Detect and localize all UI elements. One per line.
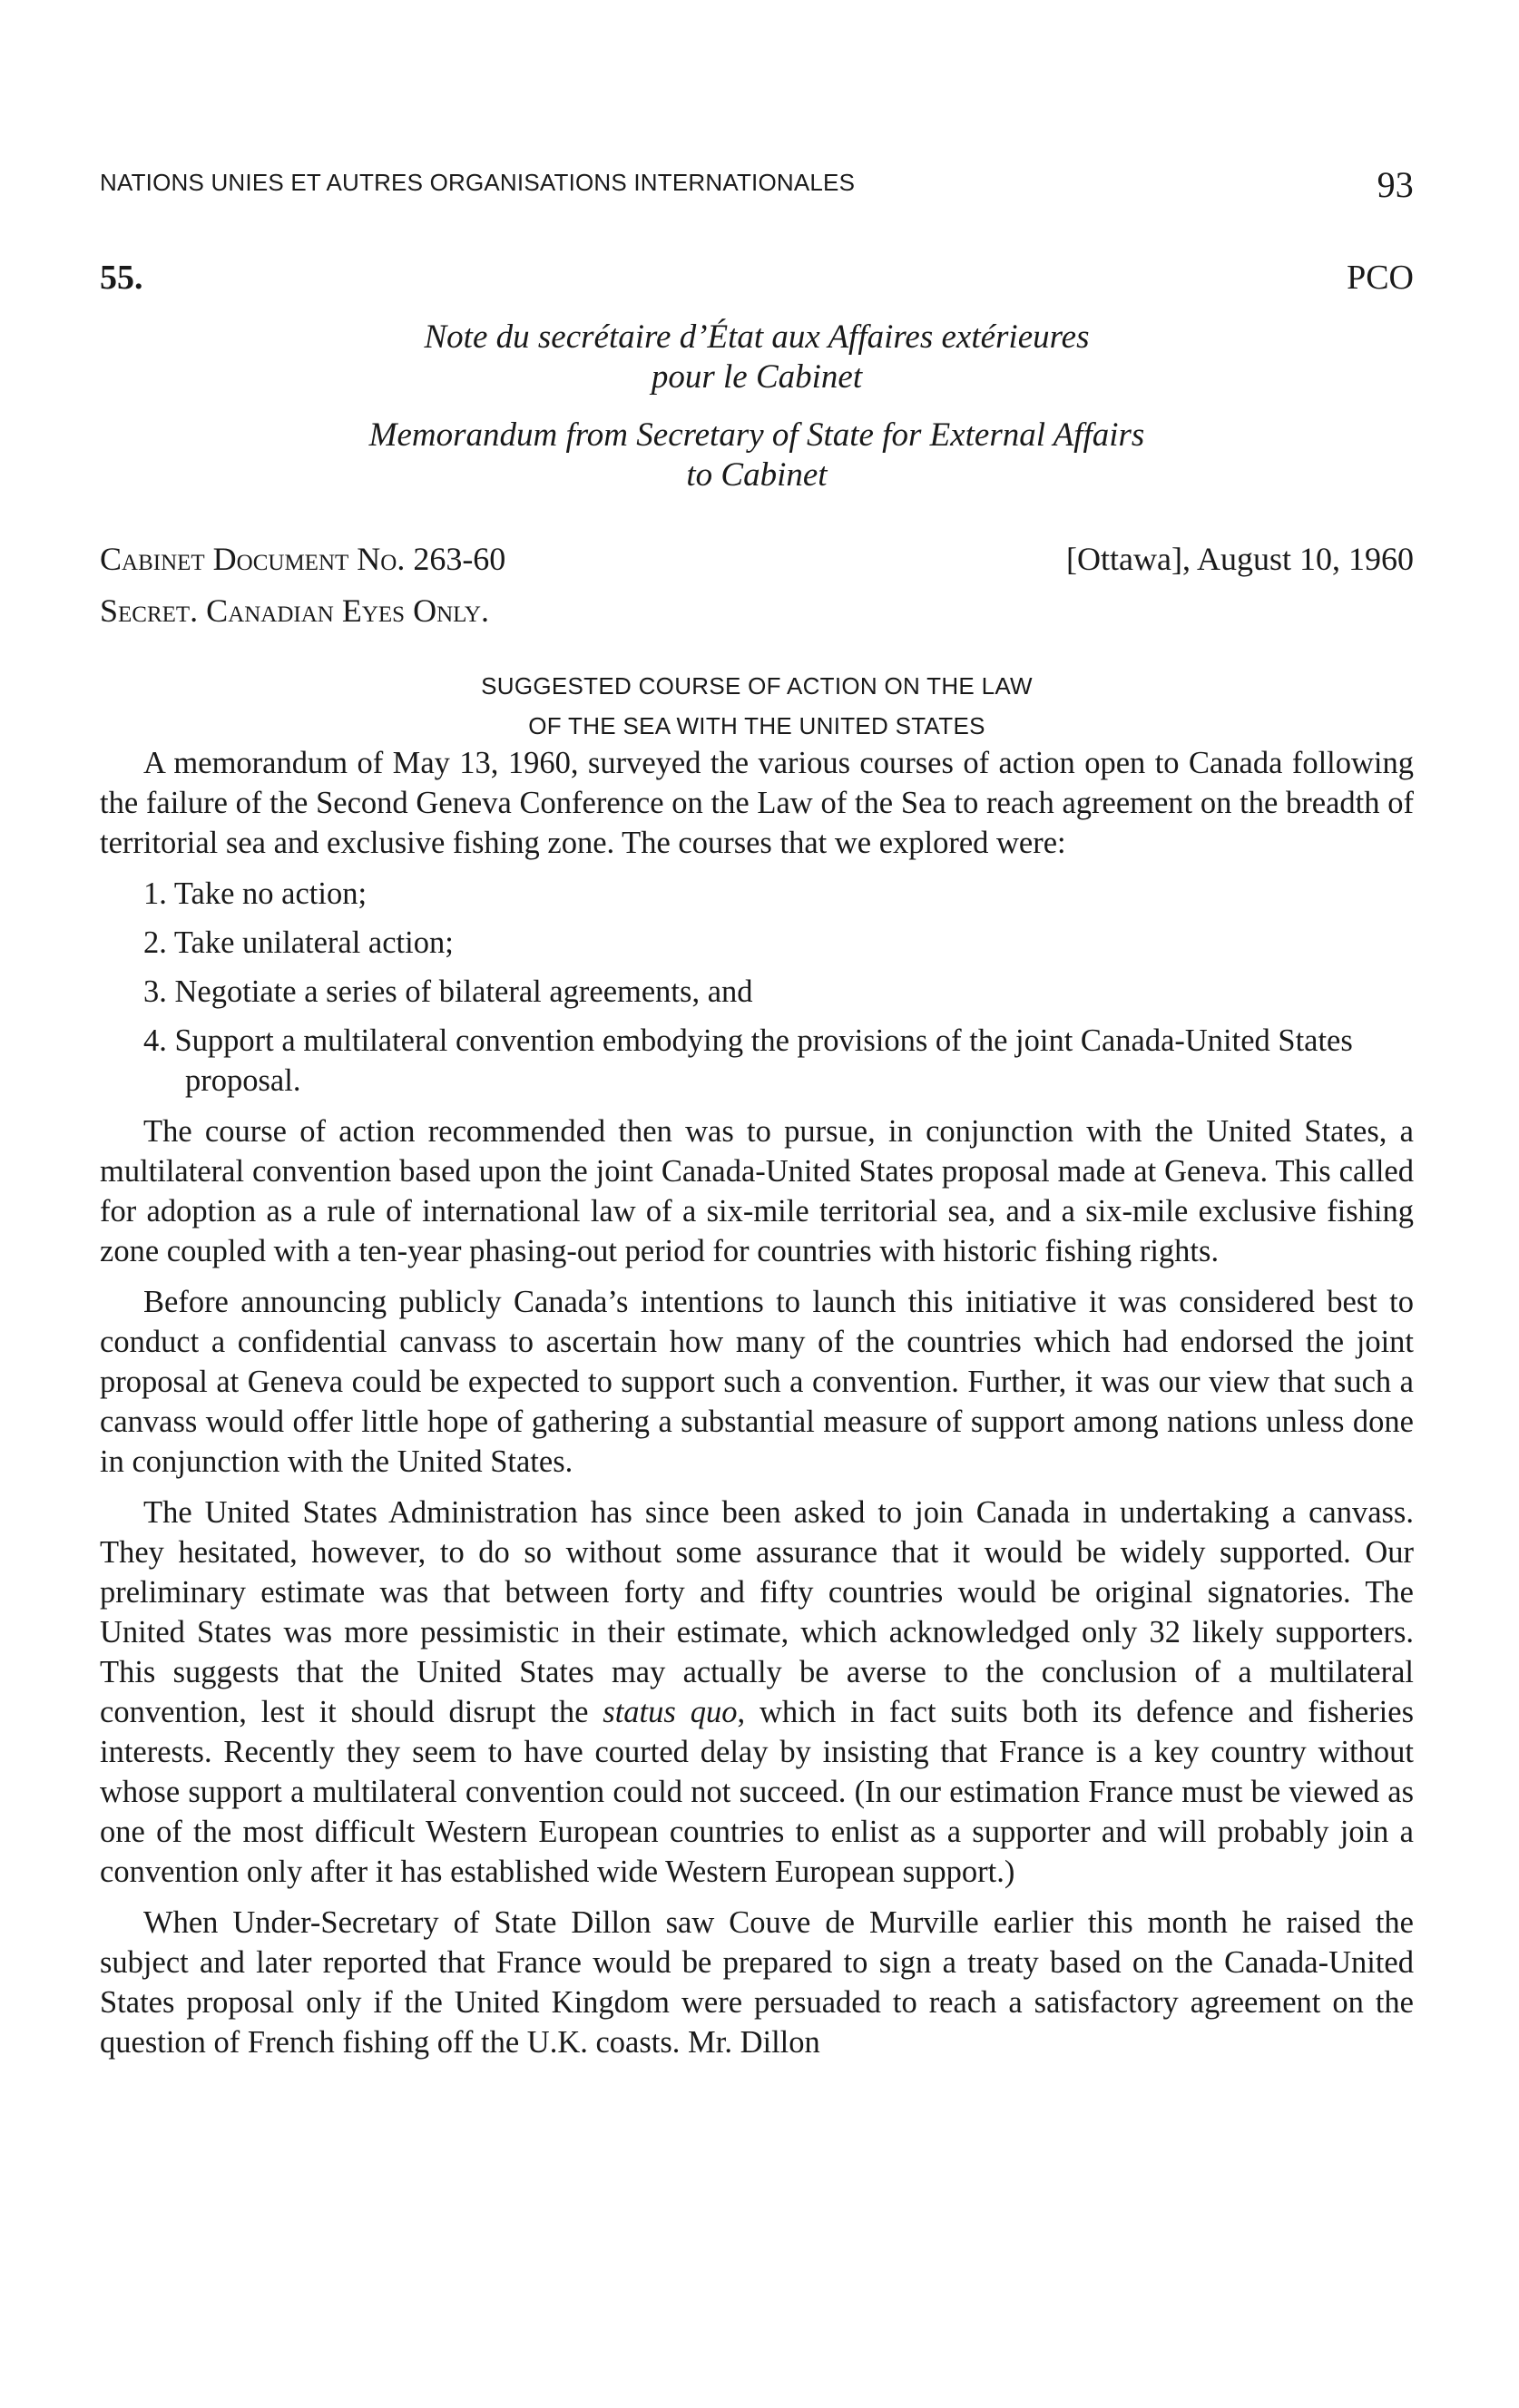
list-item: 2. Take unilateral action;	[143, 925, 454, 960]
paragraph-2: The course of action recommended then was to pursue, in conjunction with the United States, a multilateral convention based upon the joint Canada-United States proposal made at Geneva. This called for adoption as a rule of international law of a six-mile territorial sea, and a six-mile exclusive fishing zone coupled with a ten-year phasing-out period for countries with historic fishing rights.	[100, 1114, 1414, 1268]
subject-heading	[100, 666, 1414, 746]
courses-list	[100, 874, 1414, 1101]
list-item: 4. Support a multilateral convention embodying the provisions of the joint Canada-United States proposal.	[143, 1023, 1353, 1098]
paragraph-4	[100, 1493, 1414, 1892]
paragraph-4-part-2: , which in fact suits both its defence and fisheries interests. Recently they seem to have courted delay by insisting that France is a key country without whose support a multilateral convention could not succeed. (In our estimation France must be viewed as one of the most difficult Western European countries to enlist as a supporter and will probably join a convention only after it has established wide Western European support.)	[100, 1695, 1414, 1889]
running-head-text: NATIONS UNIES ET AUTRES ORGANISATIONS INTERNATIONALES	[100, 169, 856, 196]
body-text	[100, 743, 1414, 2073]
title-french-line-2: pour le Cabinet	[651, 358, 863, 396]
title-english	[100, 416, 1414, 495]
status-quo-phrase: status quo	[603, 1695, 738, 1729]
document-source: PCO	[1347, 259, 1414, 297]
list-item: 3. Negotiate a series of bilateral agreements, and	[143, 974, 753, 1009]
subject-line-1: SUGGESTED COURSE OF ACTION ON THE LAW	[481, 672, 1033, 700]
document-title	[100, 318, 1414, 495]
title-french-line-1: Note du secrétaire d’État aux Affaires extérieures	[424, 318, 1090, 356]
running-head	[100, 164, 1414, 205]
paragraph-1: A memorandum of May 13, 1960, surveyed the various courses of action open to Canada following the failure of the Second Geneva Conference on the Law of the Sea to reach agreement on the breadth of territorial sea and exclusive fishing zone. The courses that we explored were:	[100, 746, 1414, 860]
classification: Secret. Canadian Eyes Only.	[100, 592, 489, 629]
title-french	[100, 318, 1414, 397]
paragraph-3: Before announcing publicly Canada’s intentions to launch this initiative it was considered best to conduct a confidential canvass to ascertain how many of the countries which had endorsed the joint proposal at Geneva could be expected to support such a convention. Further, it was our view that such a canvass would offer little hope of gathering a substantial measure of support among nations unless done in conjunction with the United States.	[100, 1285, 1414, 1479]
title-english-line-2: to Cabinet	[686, 456, 828, 494]
paragraph-5: When Under-Secretary of State Dillon saw Couve de Murville earlier this month he raised the subject and later reported that France would be prepared to sign a treaty based on the Canada-United States proposal only if the United Kingdom were persuaded to reach a satisfactory agreement on the question of French fishing off the U.K. coasts. Mr. Dillon	[100, 1905, 1414, 2060]
place-date: [Ottawa], August 10, 1960	[1066, 541, 1414, 577]
document-metadata	[100, 533, 505, 637]
title-english-line-1: Memorandum from Secretary of State for External Affairs	[368, 416, 1145, 454]
cabinet-document-number: Cabinet Document No. 263-60	[100, 541, 506, 577]
page-number: 93	[1377, 164, 1414, 205]
paragraph-4-part-1: The United States Administration has since been asked to join Canada in undertaking a canvass. They hesitated, however, to do so without some assurance that it would be widely supported. Our preliminary estimate was that between forty and fifty countries would be original signatories. The United States was more pessimistic in their estimate, which acknowledged only 32 likely supporters. This suggests that the United States may actually be averse to the conclusion of a multilateral convention, lest it should disrupt the	[100, 1495, 1414, 1729]
subject-line-2: OF THE SEA WITH THE UNITED STATES	[528, 712, 985, 739]
list-item: 1. Take no action;	[143, 876, 368, 911]
document-number: 55.	[100, 259, 143, 297]
